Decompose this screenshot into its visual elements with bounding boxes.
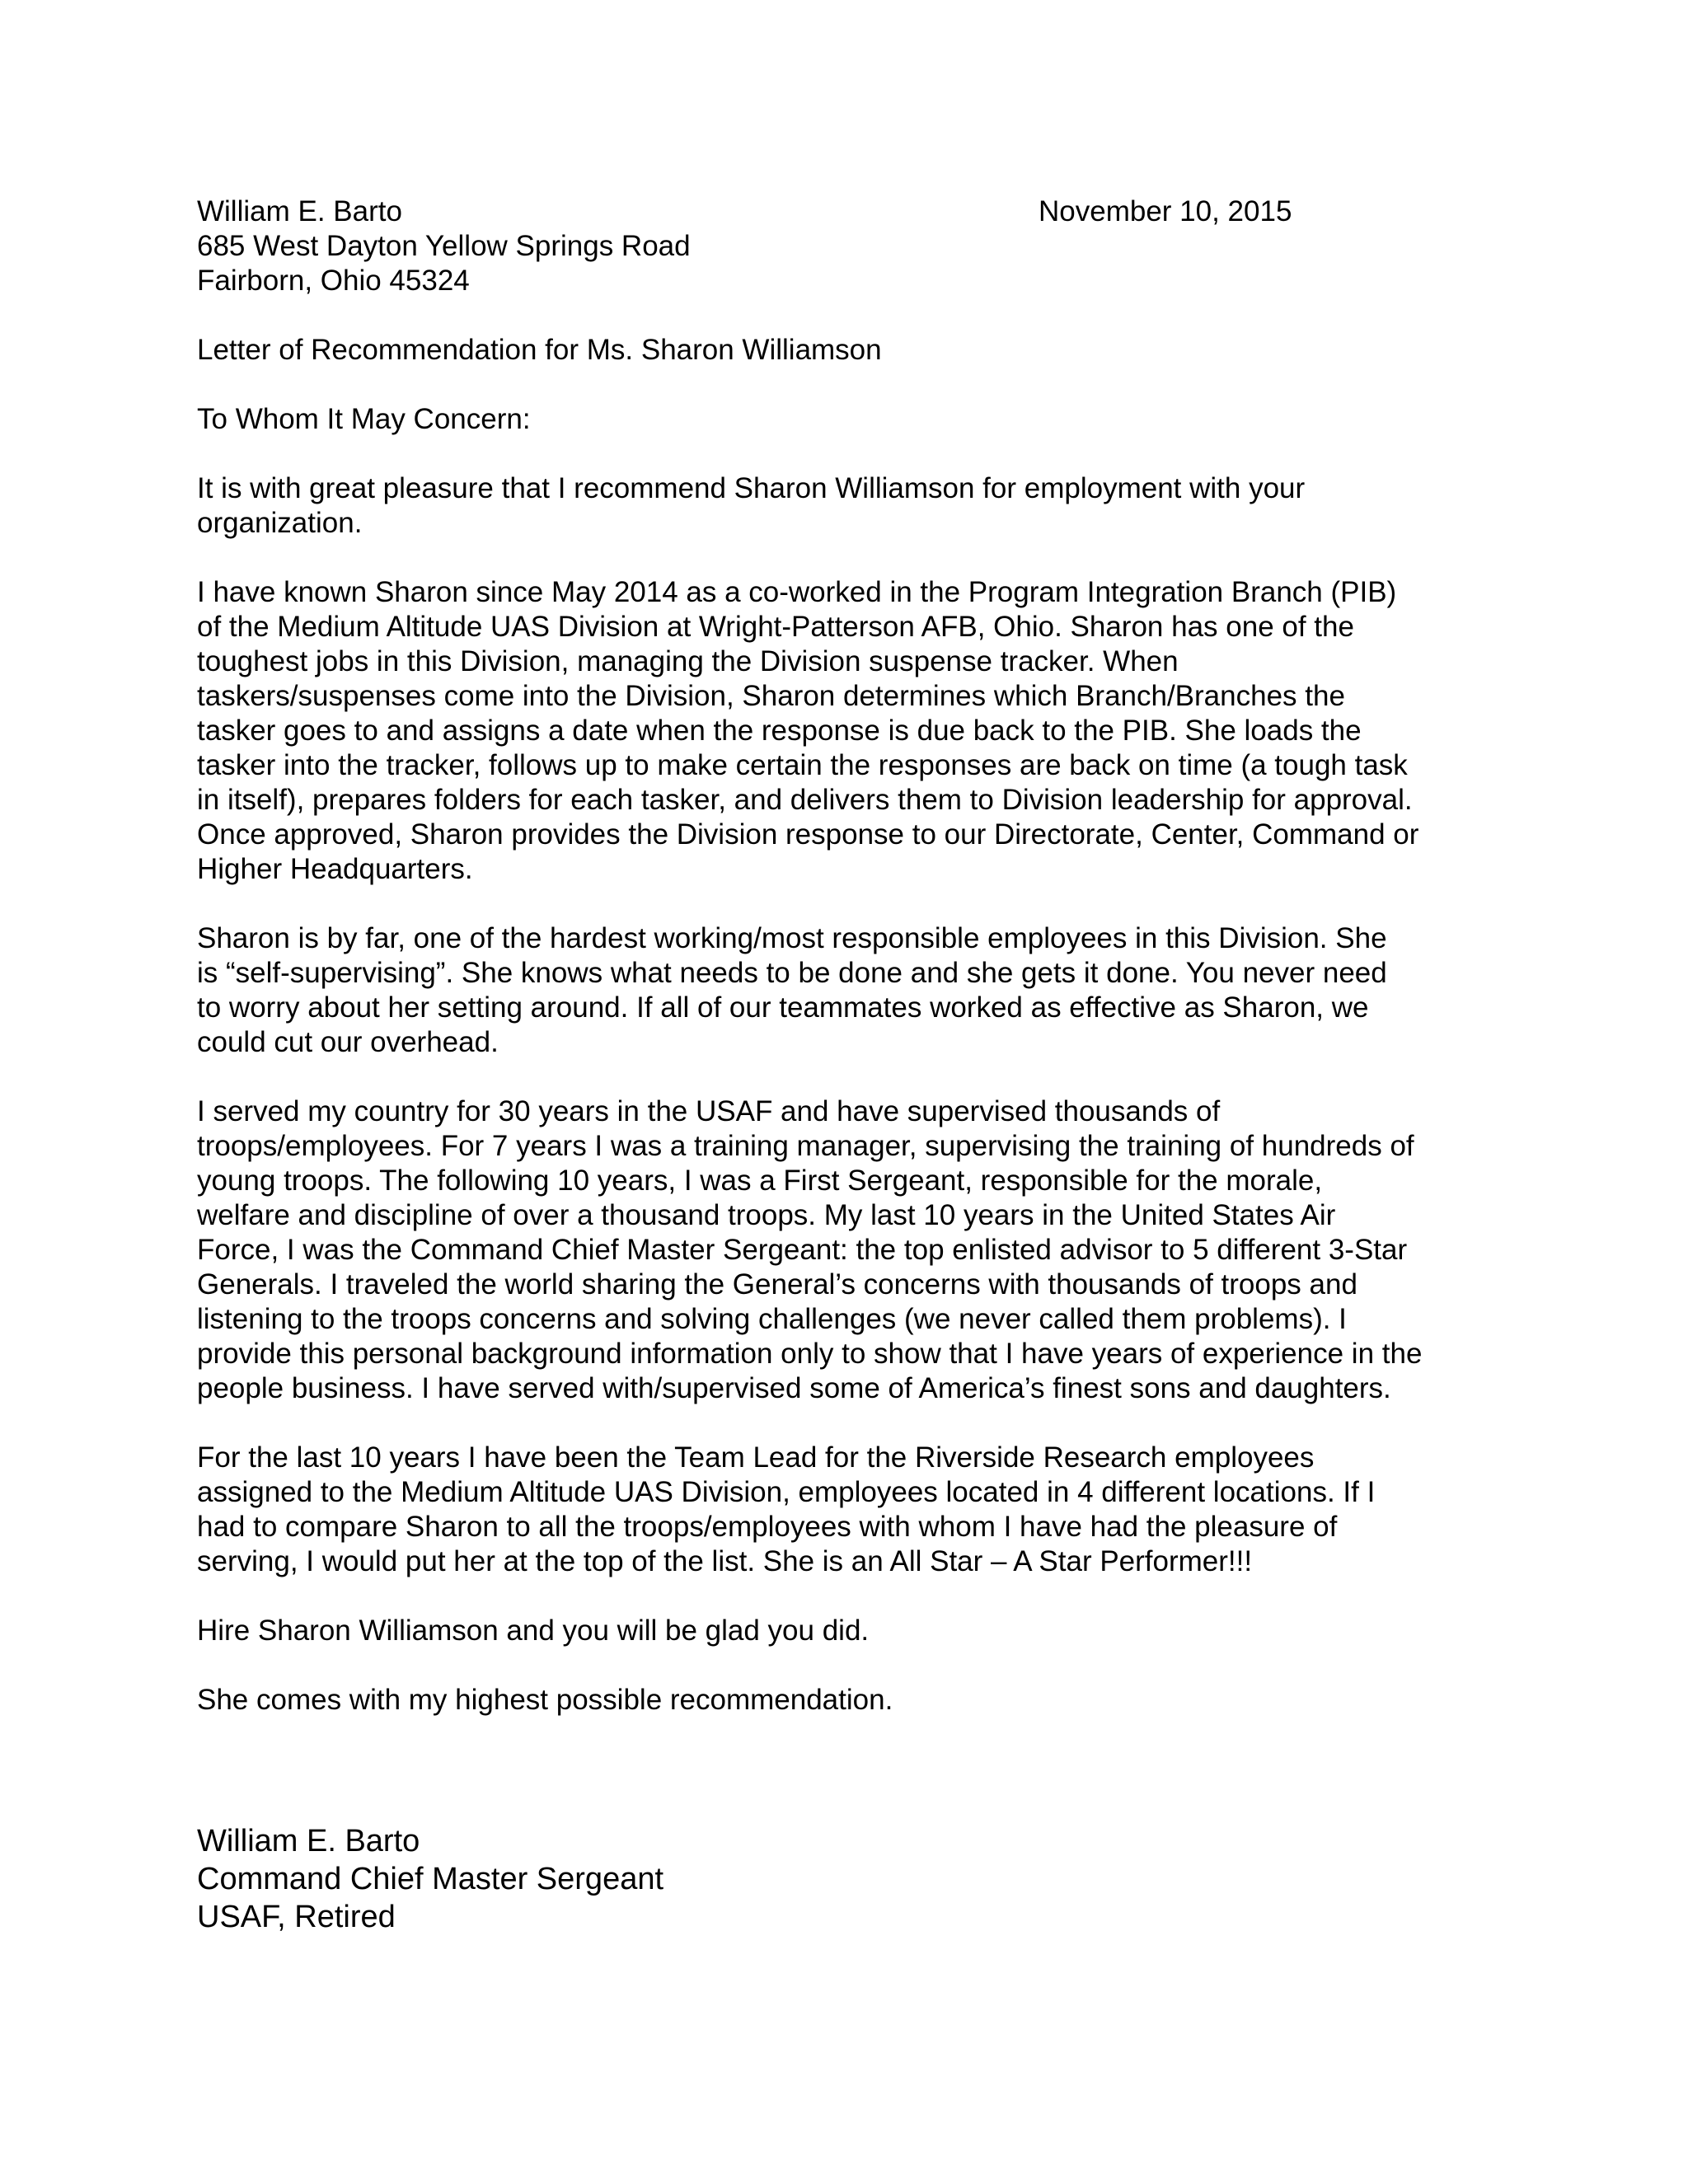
paragraph-background: I served my country for 30 years in the USAF and have supervised thousands of troops/employees. For 7 years I was a training manager, supervising the training of hundreds of young troops. The following 10 years, I was a First Sergeant, responsible for the morale, welfare and discipline of over a thousand troops. My last 10 years in the United States Air Force, I was the Command Chief Master Sergeant: the top enlisted advisor to 5 different 3-Star Generals. I traveled the world sharing the General’s concerns with thousands of troops and listening to the troops concerns and solving challenges (we never called them problems). I provide this personal background information only to show that I have years of experience in the people business. I have served with/supervised some of America’s finest sons and daughters. [197, 1095, 1423, 1404]
letter-header [197, 194, 1483, 229]
sender-address-line2: Fairborn, Ohio 45324 [197, 265, 470, 297]
signature-name: William E. Barto [197, 1824, 420, 1858]
signature-block [197, 1822, 663, 1936]
sender-name: William E. Barto [197, 195, 402, 227]
signature-affiliation: USAF, Retired [197, 1900, 396, 1934]
letter-subject: Letter of Recommendation for Ms. Sharon Williamson [197, 334, 882, 366]
sender-address-line1: 685 West Dayton Yellow Springs Road [197, 230, 691, 262]
salutation: To Whom It May Concern: [197, 403, 531, 435]
letter-date: November 10, 2015 [1039, 195, 1292, 227]
paragraph-recommendation: It is with great pleasure that I recommend Sharon Williamson for employment with your organization. [197, 472, 1306, 539]
paragraph-hire: Hire Sharon Williamson and you will be glad you did. [197, 1615, 870, 1647]
paragraph-team-lead: For the last 10 years I have been the Team Lead for the Riverside Research employees assigned to the Medium Altitude UAS Division, employees located in 4 different locations. If I had to compare Sharon to all the troops/employees with whom I have had the pleasure of serving, I would put her at the top of the list. She is an All Star – A Star Performer!!! [197, 1441, 1376, 1577]
paragraph-work-ethic: Sharon is by far, one of the hardest working/most responsible employees in this Division. She is “self-supervising”. She knows what needs to be done and she gets it done. You never need to worry about her setting around. If all of our teammates worked as effective as Sharon, we could cut our overhead. [197, 922, 1387, 1058]
paragraph-role: I have known Sharon since May 2014 as a co-worked in the Program Integration Branch (PIB) of the Medium Altitude UAS Division at Wright-Patterson AFB, Ohio. Sharon has one of the toughest jobs in this Division, managing the Division suspense tracker. When taskers/suspenses come into the Division, Sharon determines which Branch/Branches the tasker goes to and assigns a date when the response is due back to the PIB. She loads the tasker into the tracker, follows up to make certain the responses are back on time (a tough task in itself), prepares folders for each tasker, and delivers them to Division leadership for approval. Once approved, Sharon provides the Division response to our Directorate, Center, Command or Higher Headquarters. [197, 576, 1419, 885]
paragraph-closing: She comes with my highest possible recommendation. [197, 1684, 893, 1716]
letter-body [197, 194, 1483, 1718]
signature-title: Command Chief Master Sergeant [197, 1862, 664, 1896]
